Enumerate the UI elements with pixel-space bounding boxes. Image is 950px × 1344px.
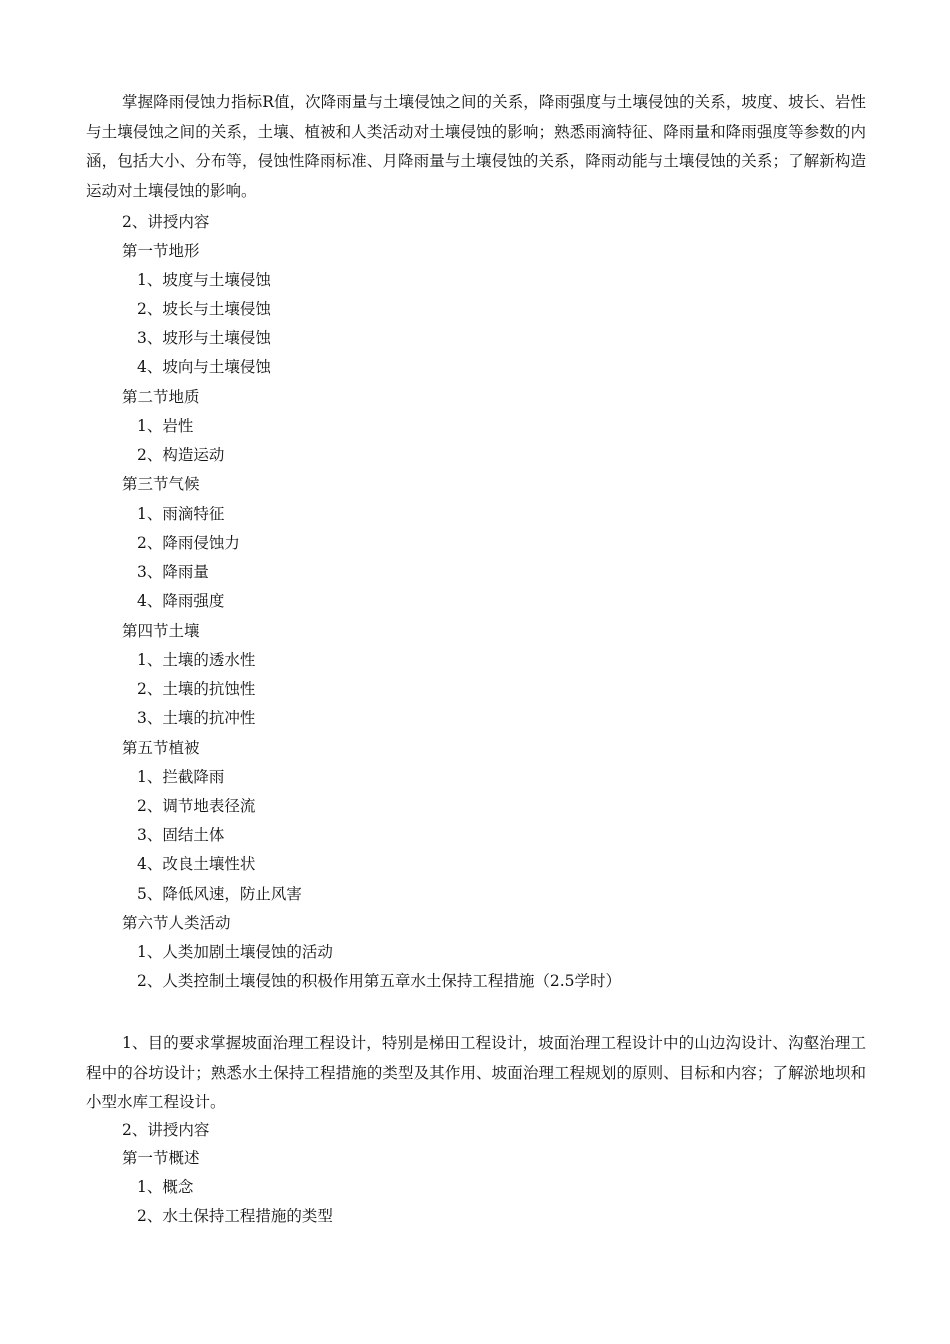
- section-title-terrain: 第一节地形: [122, 242, 200, 260]
- list-item: 1、人类加剧土壤侵蚀的活动: [137, 943, 333, 961]
- section-title-soil: 第四节土壤: [122, 622, 200, 640]
- list-item: 3、土壤的抗冲性: [137, 709, 256, 727]
- section-title-vegetation: 第五节植被: [122, 739, 200, 757]
- section-title-climate: 第三节气候: [122, 475, 200, 493]
- list-item: 2、坡长与土壤侵蚀: [137, 300, 271, 318]
- list-item: 3、固结土体: [137, 826, 225, 844]
- intro-paragraph-1: 掌握降雨侵蚀力指标R值，次降雨量与土壤侵蚀之间的关系，降雨强度与土壤侵蚀的关系，坡度、坡长、岩性与土壤侵蚀之间的关系，土壤、植被和人类活动对土壤侵蚀的影响；熟悉雨滴特征、降雨量和降雨强度等参数的内涵，包括大小、分布等，侵蚀性降雨标准、月降雨量与土壤侵蚀的关系，降雨动能与土壤侵蚀的关系；了解新构造运动对土壤侵蚀的影响。: [86, 93, 866, 200]
- list-item: 2、调节地表径流: [137, 797, 256, 815]
- list-item: 2、水土保持工程措施的类型: [137, 1207, 333, 1225]
- list-item: 1、雨滴特征: [137, 505, 225, 523]
- list-item: 2、降雨侵蚀力: [137, 534, 240, 552]
- list-item: 4、降雨强度: [137, 592, 225, 610]
- section-title-overview: 第一节概述: [122, 1149, 200, 1167]
- list-item: 2、土壤的抗蚀性: [137, 680, 256, 698]
- list-item: 2、人类控制土壤侵蚀的积极作用第五章水土保持工程措施（2.5学时）: [137, 972, 622, 990]
- list-item: 1、土壤的透水性: [137, 651, 256, 669]
- intro-paragraph-2: 1、目的要求掌握坡面治理工程设计，特别是梯田工程设计，坡面治理工程设计中的山边沟设计、沟壑治理工程中的谷坊设计；熟悉水土保持工程措施的类型及其作用、坡面治理工程规划的原则、目标和内容；了解淤地坝和小型水库工程设计。: [86, 1034, 866, 1111]
- section-title-human-activity: 第六节人类活动: [122, 914, 231, 932]
- list-item: 4、坡向与土壤侵蚀: [137, 358, 271, 376]
- list-item: 1、概念: [137, 1178, 194, 1196]
- section-title-geology: 第二节地质: [122, 388, 200, 406]
- list-item: 1、坡度与土壤侵蚀: [137, 271, 271, 289]
- list-item: 1、拦截降雨: [137, 768, 225, 786]
- list-item: 5、降低风速，防止风害: [137, 885, 302, 903]
- list-item: 1、岩性: [137, 417, 194, 435]
- list-item: 4、改良土壤性状: [137, 855, 256, 873]
- list-item: 3、降雨量: [137, 563, 209, 581]
- content-heading-2: 2、讲授内容: [122, 1121, 210, 1139]
- list-item: 2、构造运动: [137, 446, 225, 464]
- content-heading-1: 2、讲授内容: [122, 213, 210, 231]
- list-item: 3、坡形与土壤侵蚀: [137, 329, 271, 347]
